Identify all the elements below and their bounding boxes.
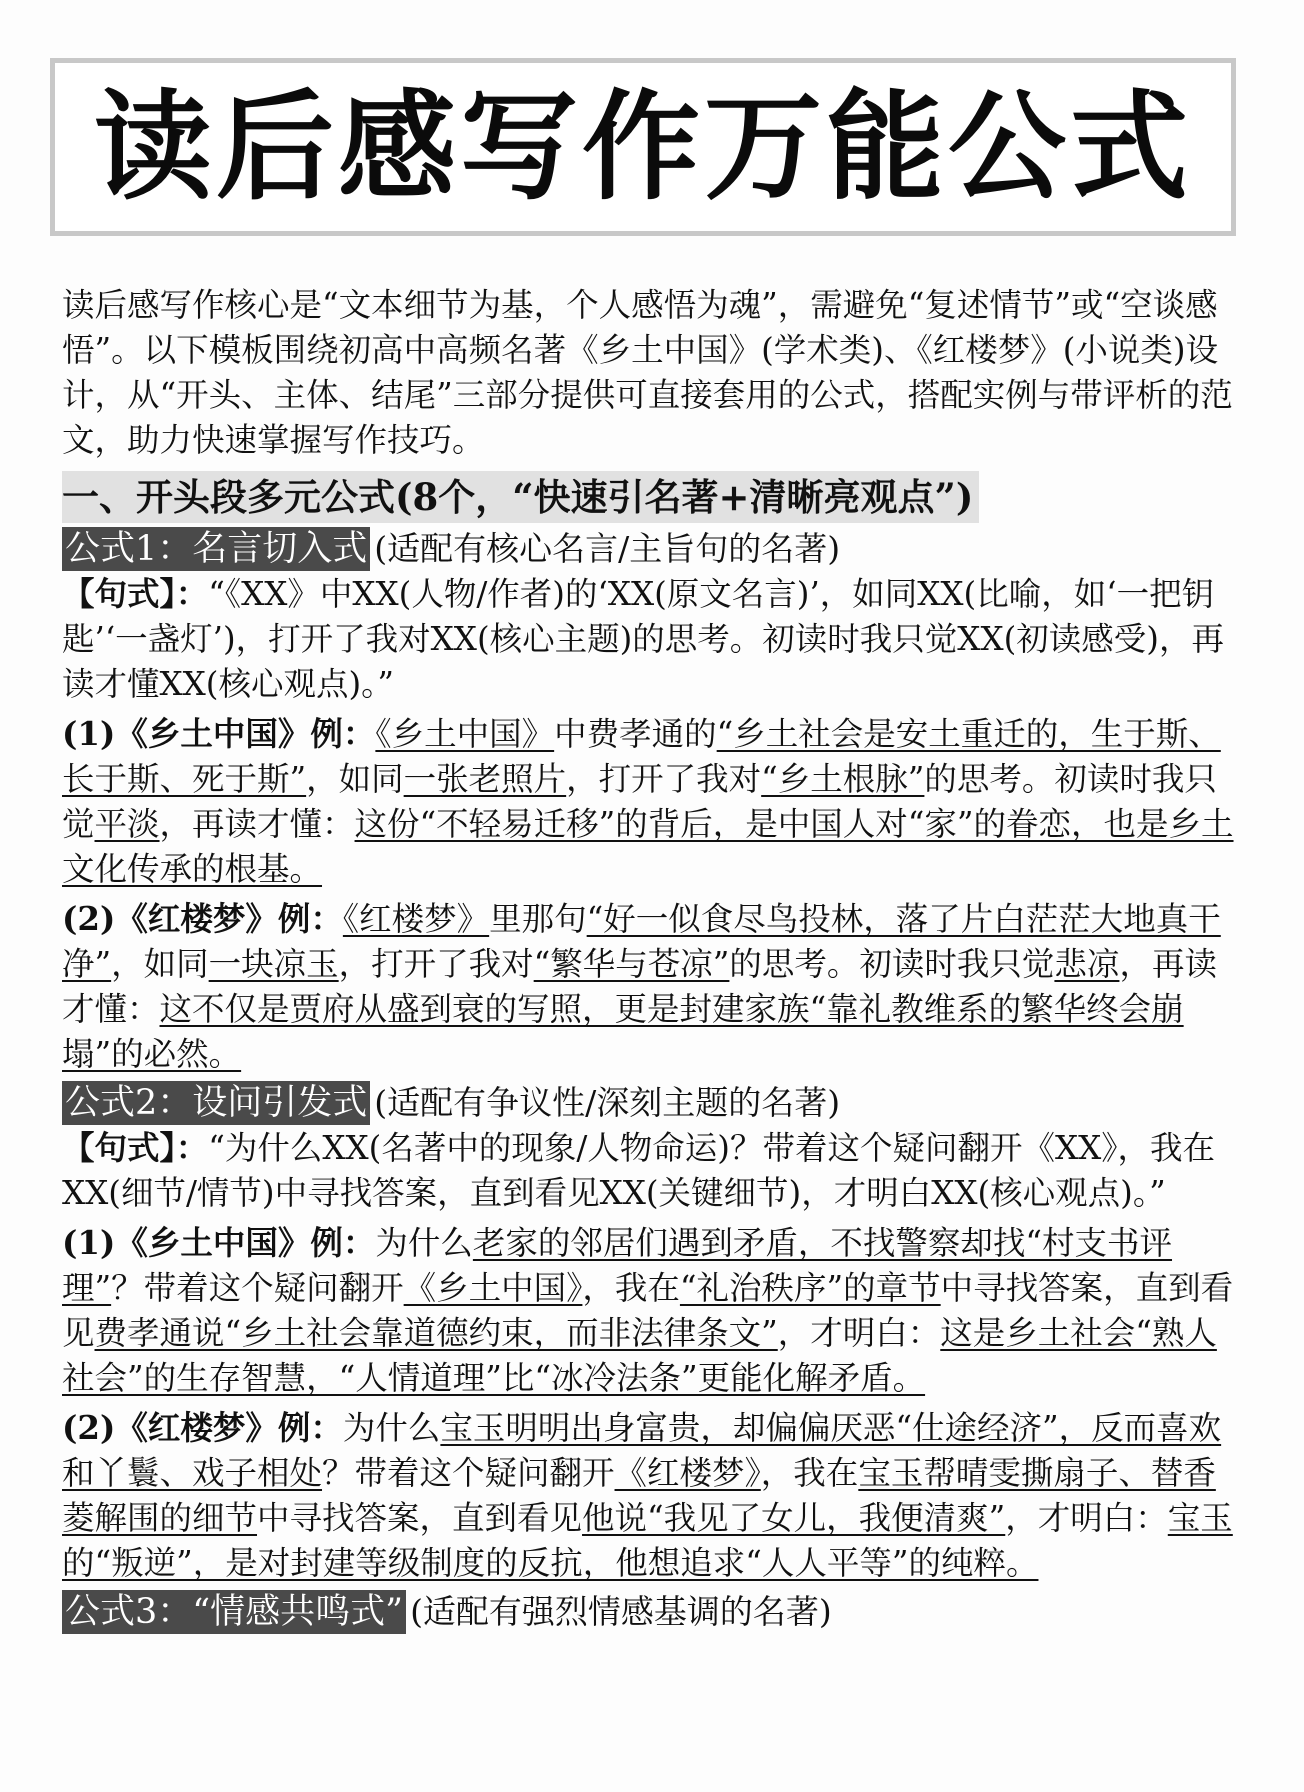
example-text: 中费孝通的 bbox=[554, 715, 717, 753]
underlined-phrase: 一块凉玉 bbox=[208, 945, 339, 983]
underlined-phrase: 费孝通说“乡土社会靠道德约束，而非法律条文” bbox=[94, 1314, 778, 1352]
underlined-phrase: “乡土根脉” bbox=[761, 760, 925, 798]
underlined-phrase: 这份“不轻易迁移”的背后，是中国人对“家”的眷恋，也是乡土文化传承的根基。 bbox=[62, 805, 1234, 888]
example-text: 的思考。初读时我只觉 bbox=[62, 760, 1217, 843]
example-text: 的思考。初读时我只觉 bbox=[729, 945, 1055, 983]
example-label: (1)《乡土中国》例： bbox=[62, 714, 376, 753]
page-title: 读后感写作万能公式 bbox=[93, 78, 1192, 216]
formula-2-example-2 bbox=[62, 1405, 1242, 1586]
title-box bbox=[50, 58, 1236, 236]
underlined-phrase: 宝玉的“叛逆”，是对封建等级制度的反抗，他想追求“人人平等”的纯粹。 bbox=[62, 1499, 1233, 1582]
sentence-label: 【句式】： bbox=[62, 1128, 209, 1167]
formula-2-note: (适配有争议性/深刻主题的名著) bbox=[374, 1083, 841, 1122]
example-text: ，打开了我对 bbox=[566, 760, 762, 798]
underlined-phrase: 一张老照片 bbox=[403, 760, 567, 798]
pattern-text: “为什么XX(名著中的现象/人物命运)？带着这个疑问翻开《XX》，我在XX(细节/情节)中寻找答案，直到看见XX(关键细节)，才明白XX(核心观点)。” bbox=[62, 1129, 1215, 1212]
example-text: 中寻找答案，直到看见 bbox=[62, 1269, 1234, 1352]
underlined-phrase: “乡土社会是安土重迁的，生于斯、长于斯、死于斯” bbox=[62, 715, 1221, 798]
example-text: ？带着这个疑问翻开 bbox=[322, 1454, 615, 1492]
underlined-phrase: “好一似食尽鸟投林，落了片白茫茫大地真干净” bbox=[62, 900, 1221, 983]
example-text: ，才明白： bbox=[777, 1314, 941, 1352]
section-heading: 一、开头段多元公式(8个，“快速引名著+清晰亮观点”) bbox=[62, 471, 979, 523]
example-text: ，才明白： bbox=[1005, 1499, 1168, 1537]
example-text: ，我在 bbox=[582, 1269, 680, 1307]
example-text: ，再读才懂： bbox=[159, 805, 355, 843]
example-text: 中寻找答案，直到看见 bbox=[257, 1499, 583, 1537]
formula-2-pattern bbox=[62, 1125, 1242, 1216]
underlined-phrase: 这是乡土社会“熟人社会”的生存智慧，“人情道理”比“冰冷法条”更能化解矛盾。 bbox=[62, 1314, 1217, 1397]
formula-3-heading bbox=[62, 1590, 1242, 1634]
example-text: 里那句 bbox=[489, 900, 587, 938]
example-text: 为什么 bbox=[342, 1409, 441, 1447]
underlined-phrase: 他说“我见了女儿，我便清爽” bbox=[582, 1499, 1006, 1537]
underlined-phrase: 宝玉明明出身富贵，却偏偏厌恶“仕途经济”，反而喜欢和丫鬟、戏子相处 bbox=[62, 1409, 1222, 1492]
example-label: (1)《乡土中国》例： bbox=[62, 1223, 376, 1262]
intro-paragraph: 读后感写作核心是“文本细节为基，个人感悟为魂”，需避免“复述情节”或“空谈感悟”。以下模板围绕初高中高频名著《乡土中国》(学术类)、《红楼梦》(小说类)设计，从“开头、主体、结尾”三部分提供可直接套用的公式，搭配实例与带评析的范文，助力快速掌握写作技巧。 bbox=[62, 286, 1233, 459]
formula-2-heading bbox=[62, 1081, 1242, 1125]
underlined-phrase: 老家的邻居们遇到矛盾，不找警察却找“村支书评理” bbox=[62, 1224, 1173, 1307]
underlined-phrase: 《乡土中国》 bbox=[403, 1269, 583, 1307]
underlined-phrase: 宝玉帮晴雯撕扇子、替香菱解围的细节 bbox=[62, 1454, 1216, 1537]
example-text: ，如同 bbox=[111, 945, 209, 983]
example-label: (2)《红楼梦》例： bbox=[62, 899, 343, 938]
pattern-text: “《XX》中XX(人物/作者)的‘XX(原文名言)’，如同XX(比喻，如‘一把钥匙’‘一盏灯’)，打开了我对XX(核心主题)的思考。初读时我只觉XX(初读感受)，再读才懂XX(核心观点)。” bbox=[62, 575, 1224, 703]
underlined-phrase: 《红楼梦》 bbox=[342, 900, 490, 938]
formula-3-name: 公式3：“情感共鸣式” bbox=[62, 1590, 406, 1634]
underlined-phrase: 平淡 bbox=[94, 805, 160, 843]
underlined-phrase: “繁华与苍凉” bbox=[533, 945, 730, 983]
formula-1-name: 公式1：名言切入式 bbox=[62, 527, 370, 571]
content-body bbox=[62, 283, 1242, 1634]
example-text: ，我在 bbox=[760, 1454, 859, 1492]
formula-1-note: (适配有核心名言/主旨句的名著) bbox=[374, 529, 841, 568]
example-text: ？带着这个疑问翻开 bbox=[111, 1269, 404, 1307]
formula-1-heading bbox=[62, 527, 1242, 571]
section-heading-wrap bbox=[62, 471, 1242, 523]
example-text: 为什么 bbox=[375, 1224, 473, 1262]
formula-2-name: 公式2：设问引发式 bbox=[62, 1081, 370, 1125]
example-text: ，打开了我对 bbox=[338, 945, 534, 983]
formula-1-example-2 bbox=[62, 896, 1242, 1077]
formula-2-example-1 bbox=[62, 1220, 1242, 1401]
example-label: (2)《红楼梦》例： bbox=[62, 1408, 343, 1447]
formula-1-pattern bbox=[62, 571, 1242, 707]
example-text: ，再读才懂： bbox=[62, 945, 1217, 1028]
underlined-phrase: “礼治秩序”的章节 bbox=[679, 1269, 941, 1307]
underlined-phrase: 《红楼梦》 bbox=[614, 1454, 761, 1492]
formula-1-example-1 bbox=[62, 711, 1242, 892]
example-text: ，如同 bbox=[306, 760, 404, 798]
sentence-label: 【句式】： bbox=[62, 574, 209, 613]
underlined-phrase: 《乡土中国》 bbox=[375, 715, 555, 753]
underlined-phrase: 这不仅是贾府从盛到衰的写照，更是封建家族“靠礼教维系的繁华终会崩塌”的必然。 bbox=[62, 990, 1184, 1073]
underlined-phrase: 悲凉 bbox=[1054, 945, 1120, 983]
formula-3-note: (适配有强烈情感基调的名著) bbox=[410, 1592, 832, 1631]
